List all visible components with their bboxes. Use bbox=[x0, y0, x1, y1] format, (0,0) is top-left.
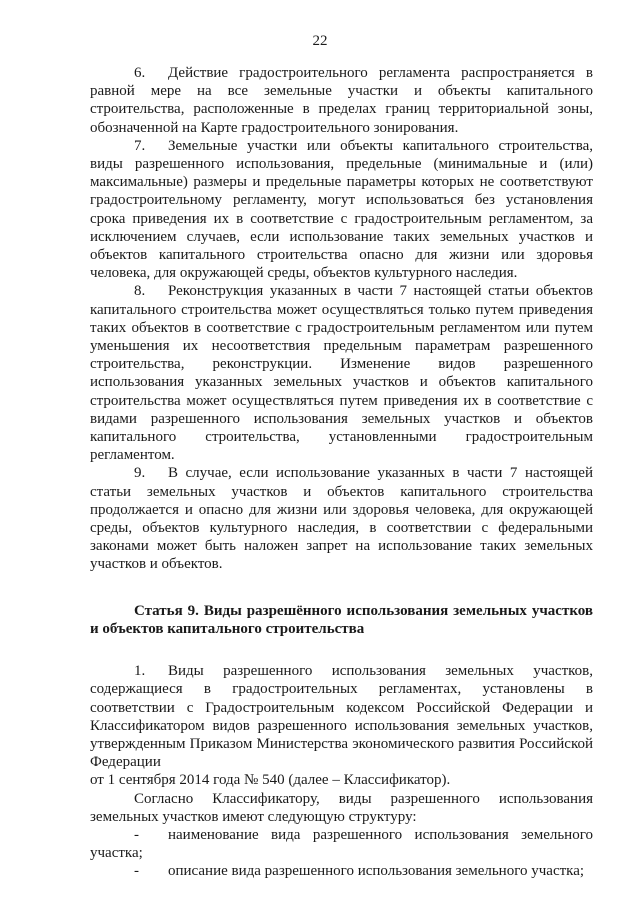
list-item-text: описание вида разрешенного использования земельного участка; bbox=[168, 863, 585, 880]
paragraph-8 bbox=[90, 282, 593, 464]
paragraph-text: Действие градостроительного регламента распространяется в равной мере на все земельные участки и объекты капитального строительства, расположенные в пределах границ территориальной зоны, обозначенной на Карте градостроительного зонирования. bbox=[90, 65, 593, 136]
paragraph-7 bbox=[90, 137, 593, 283]
paragraph-number: 1. bbox=[134, 663, 146, 680]
list-dash: - bbox=[134, 863, 139, 880]
article-paragraph-1 bbox=[90, 662, 593, 771]
paragraph-9 bbox=[90, 464, 593, 573]
paragraph-text: В случае, если использование указанных в части 7 настоящей статьи земельных участков и объектов капитального строительства продолжается и опасно для жизни или здоровья человека, для окружающей среды, объектов культурного наследия, в соответствии с федеральными законами может быть наложен запрет на использование таких земельных участков и объектов. bbox=[90, 465, 593, 573]
list-item-text: наименование вида разрешенного использования земельного участка; bbox=[90, 826, 593, 862]
list-dash: - bbox=[134, 826, 139, 843]
paragraph-number: 7. bbox=[134, 137, 146, 154]
paragraph-number: 6. bbox=[134, 65, 146, 81]
paragraph-text: Земельные участки или объекты капитального строительства, виды разрешенного использования, предельные (минимальные и (или) максимальные) размеры и предельные параметры которых не соответствуют градостроительному регламенту, могут использоваться без установления срока приведения их в соответствие с градостроительным регламентом, за исключением случаев, если использование таких земельных участков и объектов капитального строительства опасно для жизни или здоровья человека, для окружающей среды, объектов культурного наследия. bbox=[90, 137, 593, 282]
paragraph-number: 9. bbox=[134, 465, 146, 482]
article-paragraph-2: Согласно Классификатору, виды разрешенного использования земельных участков имеют следующую структуру: bbox=[90, 790, 593, 825]
paragraph-text: Виды разрешенного использования земельных участков, содержащиеся в градостроительных регламентах, установлены в соответствии с Градостроительным кодексом Российской Федерации и Классификатором видов разрешенного использования земельных участков, утвержденным Приказом Министерства экономического развития Российской Федерации bbox=[90, 663, 593, 771]
paragraph-number: 8. bbox=[134, 283, 146, 300]
document-body bbox=[90, 64, 593, 881]
list-item bbox=[90, 862, 593, 880]
article-paragraph-1-tail: от 1 сентября 2014 года № 540 (далее – Классификатор). bbox=[90, 772, 451, 789]
paragraph-6 bbox=[90, 64, 593, 137]
page-number: 22 bbox=[312, 33, 328, 49]
paragraph-text: Реконструкция указанных в части 7 настоящей статьи объектов капитального строительства может осуществляться только путем приведения таких объектов в соответствие с градостроительным регламентом или путем уменьшения их несоответствия предельным параметрам разрешенного строительства, реконструкции. Изменение видов разрешенного использования указанных земельных участков и объектов капитального строительства может осуществляться путем приведения их в соответствие с видами разрешенного использования земельных участков и объектов капитального строительства, установленными градостроительным регламентом. bbox=[90, 283, 593, 464]
article-heading: Статья 9. Виды разрешённого использования земельных участков и объектов капитального строительства bbox=[90, 602, 593, 637]
list-item bbox=[90, 826, 593, 862]
